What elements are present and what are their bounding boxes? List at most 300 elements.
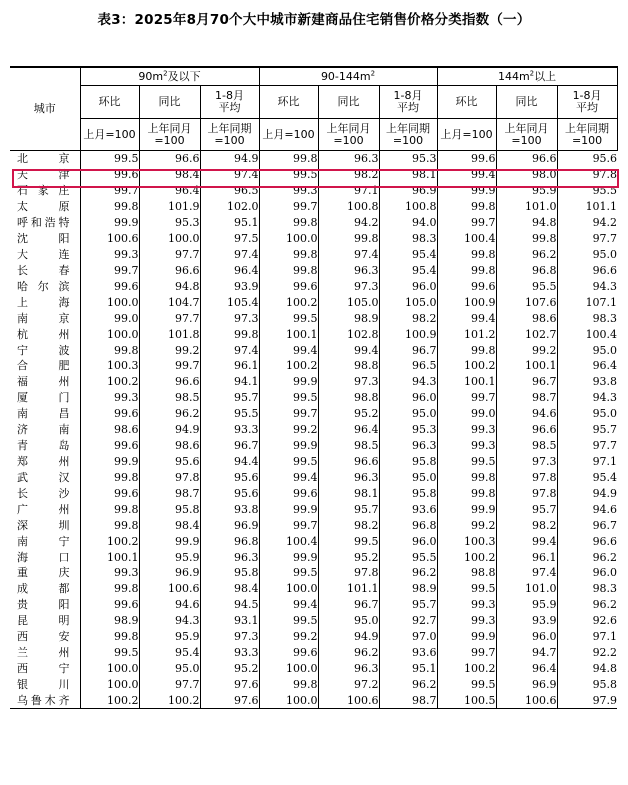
index-value: 97.3 bbox=[318, 374, 379, 390]
city-name: 成 都 bbox=[17, 582, 70, 596]
city-name: 太 原 bbox=[17, 200, 70, 214]
index-value: 99.5 bbox=[80, 645, 139, 661]
table-row bbox=[10, 676, 617, 692]
index-value: 96.1 bbox=[200, 358, 259, 374]
index-value: 96.5 bbox=[379, 358, 437, 374]
index-value: 95.7 bbox=[557, 422, 617, 438]
index-value: 97.7 bbox=[139, 676, 200, 692]
table-row bbox=[10, 438, 617, 454]
table-row bbox=[10, 247, 617, 263]
index-value: 97.3 bbox=[496, 454, 557, 470]
index-value: 95.7 bbox=[318, 501, 379, 517]
index-value: 99.3 bbox=[437, 597, 496, 613]
index-value: 100.0 bbox=[80, 294, 139, 310]
index-value: 94.1 bbox=[200, 374, 259, 390]
index-value: 96.6 bbox=[139, 262, 200, 278]
index-value: 99.2 bbox=[437, 517, 496, 533]
index-value: 97.8 bbox=[139, 469, 200, 485]
index-value: 95.9 bbox=[496, 597, 557, 613]
index-value: 93.8 bbox=[200, 501, 259, 517]
index-value: 99.9 bbox=[259, 501, 318, 517]
city-name: 合 肥 bbox=[17, 359, 70, 373]
index-value: 92.7 bbox=[379, 613, 437, 629]
index-value: 100.1 bbox=[80, 549, 139, 565]
index-value: 99.5 bbox=[259, 390, 318, 406]
index-value: 99.3 bbox=[437, 438, 496, 454]
index-value: 100.0 bbox=[80, 326, 139, 342]
index-value: 101.9 bbox=[139, 199, 200, 215]
index-value: 95.7 bbox=[496, 501, 557, 517]
index-value: 100.2 bbox=[80, 533, 139, 549]
index-value: 96.6 bbox=[139, 151, 200, 167]
index-value: 94.2 bbox=[557, 215, 617, 231]
index-value: 99.3 bbox=[80, 247, 139, 263]
index-value: 100.0 bbox=[259, 661, 318, 677]
index-value: 100.0 bbox=[80, 661, 139, 677]
index-value: 94.9 bbox=[139, 422, 200, 438]
city-name: 厦 门 bbox=[17, 391, 70, 405]
index-value: 99.4 bbox=[259, 469, 318, 485]
index-value: 96.4 bbox=[200, 262, 259, 278]
index-value: 98.0 bbox=[496, 167, 557, 183]
index-value: 97.3 bbox=[318, 278, 379, 294]
index-value: 95.5 bbox=[379, 549, 437, 565]
index-value: 100.0 bbox=[259, 692, 318, 708]
index-value: 99.8 bbox=[437, 342, 496, 358]
index-value: 99.6 bbox=[80, 406, 139, 422]
index-value: 99.8 bbox=[80, 517, 139, 533]
index-value: 100.9 bbox=[379, 326, 437, 342]
index-value: 99.2 bbox=[139, 342, 200, 358]
index-value: 102.0 bbox=[200, 199, 259, 215]
index-value: 100.2 bbox=[139, 692, 200, 708]
index-value: 99.8 bbox=[80, 581, 139, 597]
index-value: 99.6 bbox=[437, 278, 496, 294]
index-value: 100.2 bbox=[80, 374, 139, 390]
sub-header-0-2: 1-8月 平均 bbox=[200, 86, 259, 119]
index-value: 97.4 bbox=[200, 342, 259, 358]
unit-header-2-1: 上年同月 =100 bbox=[496, 119, 557, 151]
unit-header-0-2: 上年同期 =100 bbox=[200, 119, 259, 151]
index-value: 99.9 bbox=[80, 454, 139, 470]
index-value: 99.4 bbox=[437, 167, 496, 183]
index-value: 98.5 bbox=[496, 438, 557, 454]
index-value: 98.6 bbox=[80, 422, 139, 438]
index-value: 99.6 bbox=[259, 645, 318, 661]
index-value: 107.1 bbox=[557, 294, 617, 310]
index-value: 96.8 bbox=[379, 517, 437, 533]
index-value: 99.5 bbox=[437, 581, 496, 597]
index-value: 100.4 bbox=[437, 231, 496, 247]
city-name: 广 州 bbox=[17, 502, 70, 516]
index-value: 99.6 bbox=[80, 485, 139, 501]
index-value: 99.7 bbox=[259, 517, 318, 533]
city-name: 济 南 bbox=[17, 423, 70, 437]
index-value: 95.4 bbox=[379, 262, 437, 278]
index-value: 99.8 bbox=[259, 247, 318, 263]
index-value: 98.8 bbox=[318, 390, 379, 406]
table-row bbox=[10, 629, 617, 645]
table-row bbox=[10, 326, 617, 342]
index-value: 97.1 bbox=[557, 454, 617, 470]
index-value: 100.4 bbox=[259, 533, 318, 549]
index-value: 99.5 bbox=[259, 167, 318, 183]
table-row bbox=[10, 661, 617, 677]
index-value: 99.4 bbox=[437, 310, 496, 326]
index-value: 97.3 bbox=[200, 629, 259, 645]
index-value: 94.2 bbox=[318, 215, 379, 231]
index-value: 100.6 bbox=[80, 231, 139, 247]
table-row bbox=[10, 342, 617, 358]
table-row bbox=[10, 278, 617, 294]
index-value: 98.5 bbox=[318, 438, 379, 454]
index-value: 98.8 bbox=[437, 565, 496, 581]
index-value: 94.8 bbox=[139, 278, 200, 294]
unit-header-0-0: 上月=100 bbox=[80, 119, 139, 151]
index-value: 96.3 bbox=[200, 549, 259, 565]
index-value: 93.6 bbox=[379, 501, 437, 517]
index-value: 96.4 bbox=[139, 183, 200, 199]
index-value: 99.8 bbox=[80, 199, 139, 215]
index-value: 100.0 bbox=[80, 676, 139, 692]
index-value: 98.2 bbox=[496, 517, 557, 533]
index-value: 98.9 bbox=[379, 581, 437, 597]
index-value: 102.7 bbox=[496, 326, 557, 342]
index-value: 100.1 bbox=[437, 374, 496, 390]
index-value: 95.5 bbox=[557, 183, 617, 199]
index-value: 99.6 bbox=[80, 597, 139, 613]
table-row bbox=[10, 215, 617, 231]
index-value: 97.7 bbox=[557, 231, 617, 247]
unit-header-row bbox=[10, 119, 617, 151]
index-value: 105.0 bbox=[379, 294, 437, 310]
index-value: 99.7 bbox=[437, 390, 496, 406]
index-value: 96.5 bbox=[200, 183, 259, 199]
index-value: 99.3 bbox=[437, 422, 496, 438]
index-value: 100.0 bbox=[259, 231, 318, 247]
index-value: 99.5 bbox=[318, 533, 379, 549]
index-value: 99.8 bbox=[259, 676, 318, 692]
index-value: 96.3 bbox=[318, 151, 379, 167]
city-name: 兰 州 bbox=[17, 646, 70, 660]
index-value: 99.7 bbox=[139, 358, 200, 374]
index-value: 98.6 bbox=[139, 438, 200, 454]
index-value: 96.2 bbox=[379, 676, 437, 692]
index-value: 100.6 bbox=[496, 692, 557, 708]
table-row bbox=[10, 613, 617, 629]
index-value: 96.2 bbox=[557, 549, 617, 565]
index-value: 99.7 bbox=[80, 183, 139, 199]
index-value: 95.2 bbox=[318, 549, 379, 565]
index-value: 96.9 bbox=[379, 183, 437, 199]
city-name: 上 海 bbox=[17, 295, 70, 309]
group-header-large: $144m^2$以上 bbox=[437, 67, 617, 86]
index-value: 95.3 bbox=[139, 215, 200, 231]
index-value: 98.4 bbox=[139, 167, 200, 183]
index-value: 98.4 bbox=[200, 581, 259, 597]
city-name: 沈 阳 bbox=[17, 232, 70, 246]
city-name: 南 京 bbox=[17, 311, 70, 325]
city-name: 南 宁 bbox=[17, 534, 70, 548]
index-value: 97.5 bbox=[200, 231, 259, 247]
index-value: 99.6 bbox=[80, 438, 139, 454]
index-value: 94.8 bbox=[496, 215, 557, 231]
index-value: 99.4 bbox=[259, 342, 318, 358]
index-value: 96.7 bbox=[496, 374, 557, 390]
index-value: 93.1 bbox=[200, 613, 259, 629]
index-value: 97.6 bbox=[200, 676, 259, 692]
table-row bbox=[10, 199, 617, 215]
index-value: 98.5 bbox=[139, 390, 200, 406]
sub-header-0-1: 同比 bbox=[139, 86, 200, 119]
index-value: 99.5 bbox=[259, 310, 318, 326]
index-value: 99.8 bbox=[437, 485, 496, 501]
index-value: 96.2 bbox=[379, 565, 437, 581]
index-value: 95.6 bbox=[200, 485, 259, 501]
index-value: 95.7 bbox=[200, 390, 259, 406]
index-value: 99.8 bbox=[437, 262, 496, 278]
index-value: 94.3 bbox=[379, 374, 437, 390]
index-value: 94.3 bbox=[557, 390, 617, 406]
index-value: 96.0 bbox=[379, 533, 437, 549]
index-value: 99.3 bbox=[80, 565, 139, 581]
table-title: 表3：2025年8月70个大中城市新建商品住宅销售价格分类指数（一） bbox=[97, 12, 531, 28]
index-value: 98.7 bbox=[496, 390, 557, 406]
index-value: 94.8 bbox=[557, 661, 617, 677]
table-row bbox=[10, 167, 617, 183]
table-row bbox=[10, 454, 617, 470]
index-value: 95.9 bbox=[139, 549, 200, 565]
index-value: 97.4 bbox=[318, 247, 379, 263]
index-value: 99.9 bbox=[437, 629, 496, 645]
index-value: 95.5 bbox=[200, 406, 259, 422]
index-value: 97.8 bbox=[496, 469, 557, 485]
index-value: 94.6 bbox=[496, 406, 557, 422]
index-value: 99.8 bbox=[437, 469, 496, 485]
index-value: 96.7 bbox=[200, 438, 259, 454]
unit-header-2-0: 上月=100 bbox=[437, 119, 496, 151]
index-value: 97.9 bbox=[557, 692, 617, 708]
index-value: 99.4 bbox=[259, 597, 318, 613]
index-value: 100.6 bbox=[139, 581, 200, 597]
index-value: 99.6 bbox=[259, 485, 318, 501]
index-value: 96.6 bbox=[557, 262, 617, 278]
index-value: 99.5 bbox=[259, 454, 318, 470]
index-value: 100.8 bbox=[318, 199, 379, 215]
index-value: 98.3 bbox=[379, 231, 437, 247]
index-value: 96.0 bbox=[496, 629, 557, 645]
table-row bbox=[10, 533, 617, 549]
index-value: 99.7 bbox=[437, 215, 496, 231]
table-row bbox=[10, 501, 617, 517]
index-value: 95.9 bbox=[496, 183, 557, 199]
index-value: 100.2 bbox=[437, 549, 496, 565]
index-value: 96.7 bbox=[318, 597, 379, 613]
city-name: 重 庆 bbox=[17, 566, 70, 580]
index-value: 99.7 bbox=[437, 645, 496, 661]
index-value: 96.7 bbox=[557, 517, 617, 533]
index-value: 100.0 bbox=[139, 231, 200, 247]
table-row bbox=[10, 151, 617, 167]
index-value: 96.3 bbox=[318, 661, 379, 677]
index-value: 98.3 bbox=[557, 310, 617, 326]
index-value: 93.9 bbox=[496, 613, 557, 629]
index-value: 95.3 bbox=[379, 151, 437, 167]
index-value: 97.1 bbox=[318, 183, 379, 199]
sub-header-row bbox=[10, 86, 617, 119]
city-name: 青 岛 bbox=[17, 439, 70, 453]
index-value: 98.9 bbox=[318, 310, 379, 326]
index-value: 95.4 bbox=[139, 645, 200, 661]
sub-header-1-2: 1-8月 平均 bbox=[379, 86, 437, 119]
index-value: 94.4 bbox=[200, 454, 259, 470]
index-value: 99.0 bbox=[80, 310, 139, 326]
table-row bbox=[10, 294, 617, 310]
price-index-table bbox=[10, 66, 618, 709]
index-value: 99.8 bbox=[80, 342, 139, 358]
table-row bbox=[10, 374, 617, 390]
group-header-small: $90m^2$及以下 bbox=[80, 67, 259, 86]
city-name: 郑 州 bbox=[17, 454, 70, 468]
index-value: 100.8 bbox=[379, 199, 437, 215]
index-value: 95.8 bbox=[557, 676, 617, 692]
index-value: 99.2 bbox=[259, 629, 318, 645]
index-value: 98.2 bbox=[318, 517, 379, 533]
index-value: 96.4 bbox=[557, 358, 617, 374]
unit-header-1-2: 上年同期 =100 bbox=[379, 119, 437, 151]
index-value: 92.2 bbox=[557, 645, 617, 661]
index-value: 100.0 bbox=[259, 581, 318, 597]
index-value: 100.2 bbox=[80, 692, 139, 708]
index-value: 101.1 bbox=[318, 581, 379, 597]
index-value: 96.6 bbox=[557, 533, 617, 549]
index-value: 95.1 bbox=[200, 215, 259, 231]
index-value: 100.1 bbox=[496, 358, 557, 374]
city-name: 北 京 bbox=[17, 152, 70, 166]
index-value: 94.9 bbox=[557, 485, 617, 501]
index-value: 100.4 bbox=[557, 326, 617, 342]
city-column-header: 城市 bbox=[10, 67, 80, 151]
index-value: 99.6 bbox=[80, 278, 139, 294]
index-value: 97.7 bbox=[139, 310, 200, 326]
index-value: 96.6 bbox=[318, 454, 379, 470]
index-value: 95.9 bbox=[139, 629, 200, 645]
index-value: 99.5 bbox=[437, 676, 496, 692]
index-value: 96.6 bbox=[496, 151, 557, 167]
index-value: 95.0 bbox=[557, 342, 617, 358]
index-value: 96.4 bbox=[496, 661, 557, 677]
index-value: 95.3 bbox=[379, 422, 437, 438]
index-value: 100.5 bbox=[437, 692, 496, 708]
index-value: 97.4 bbox=[200, 167, 259, 183]
index-value: 96.0 bbox=[379, 278, 437, 294]
table-row bbox=[10, 358, 617, 374]
table-row bbox=[10, 565, 617, 581]
city-name: 长 沙 bbox=[17, 486, 70, 500]
index-value: 98.2 bbox=[379, 310, 437, 326]
index-value: 96.3 bbox=[318, 469, 379, 485]
index-value: 100.2 bbox=[259, 358, 318, 374]
table-row bbox=[10, 485, 617, 501]
city-name: 大 连 bbox=[17, 247, 70, 261]
index-value: 99.9 bbox=[437, 501, 496, 517]
index-value: 99.5 bbox=[80, 151, 139, 167]
index-value: 99.7 bbox=[259, 199, 318, 215]
index-value: 99.8 bbox=[259, 215, 318, 231]
index-value: 100.2 bbox=[437, 358, 496, 374]
index-value: 96.2 bbox=[318, 645, 379, 661]
index-value: 98.7 bbox=[379, 692, 437, 708]
index-value: 99.6 bbox=[80, 167, 139, 183]
index-value: 95.8 bbox=[379, 454, 437, 470]
index-value: 99.3 bbox=[80, 390, 139, 406]
index-value: 96.3 bbox=[379, 438, 437, 454]
index-value: 97.3 bbox=[200, 310, 259, 326]
unit-header-0-1: 上年同月 =100 bbox=[139, 119, 200, 151]
index-value: 94.9 bbox=[200, 151, 259, 167]
index-value: 100.2 bbox=[437, 661, 496, 677]
unit-header-1-0: 上月=100 bbox=[259, 119, 318, 151]
index-value: 97.0 bbox=[379, 629, 437, 645]
index-value: 98.7 bbox=[139, 485, 200, 501]
index-value: 93.8 bbox=[557, 374, 617, 390]
city-name: 石 家 庄 bbox=[17, 184, 70, 198]
table-row bbox=[10, 262, 617, 278]
index-value: 99.3 bbox=[437, 613, 496, 629]
table-row bbox=[10, 581, 617, 597]
index-value: 96.9 bbox=[200, 517, 259, 533]
index-value: 101.1 bbox=[557, 199, 617, 215]
table-row bbox=[10, 645, 617, 661]
index-value: 98.1 bbox=[379, 167, 437, 183]
index-value: 97.1 bbox=[557, 629, 617, 645]
index-value: 99.7 bbox=[80, 262, 139, 278]
index-value: 96.9 bbox=[139, 565, 200, 581]
index-value: 97.8 bbox=[557, 167, 617, 183]
index-value: 98.4 bbox=[139, 517, 200, 533]
index-value: 97.7 bbox=[557, 438, 617, 454]
index-value: 104.7 bbox=[139, 294, 200, 310]
index-value: 97.8 bbox=[496, 485, 557, 501]
index-value: 95.4 bbox=[557, 469, 617, 485]
index-value: 99.8 bbox=[318, 231, 379, 247]
index-value: 98.3 bbox=[557, 581, 617, 597]
index-value: 99.8 bbox=[259, 151, 318, 167]
index-value: 100.3 bbox=[437, 533, 496, 549]
index-value: 93.9 bbox=[200, 278, 259, 294]
index-value: 95.1 bbox=[379, 661, 437, 677]
sub-header-1-1: 同比 bbox=[318, 86, 379, 119]
city-name: 宁 波 bbox=[17, 343, 70, 357]
index-value: 96.3 bbox=[318, 262, 379, 278]
table-row bbox=[10, 183, 617, 199]
group-header-medium: $90-144m^2$ bbox=[259, 67, 437, 86]
index-value: 99.9 bbox=[259, 438, 318, 454]
index-value: 102.8 bbox=[318, 326, 379, 342]
index-value: 96.4 bbox=[318, 422, 379, 438]
table-body bbox=[10, 151, 617, 709]
index-value: 95.6 bbox=[200, 469, 259, 485]
city-name: 杭 州 bbox=[17, 327, 70, 341]
index-value: 101.2 bbox=[437, 326, 496, 342]
sub-header-2-1: 同比 bbox=[496, 86, 557, 119]
index-value: 93.6 bbox=[379, 645, 437, 661]
table-row bbox=[10, 406, 617, 422]
index-value: 96.8 bbox=[200, 533, 259, 549]
index-value: 95.8 bbox=[379, 485, 437, 501]
index-value: 99.4 bbox=[496, 533, 557, 549]
city-name: 呼和浩特 bbox=[17, 216, 70, 230]
